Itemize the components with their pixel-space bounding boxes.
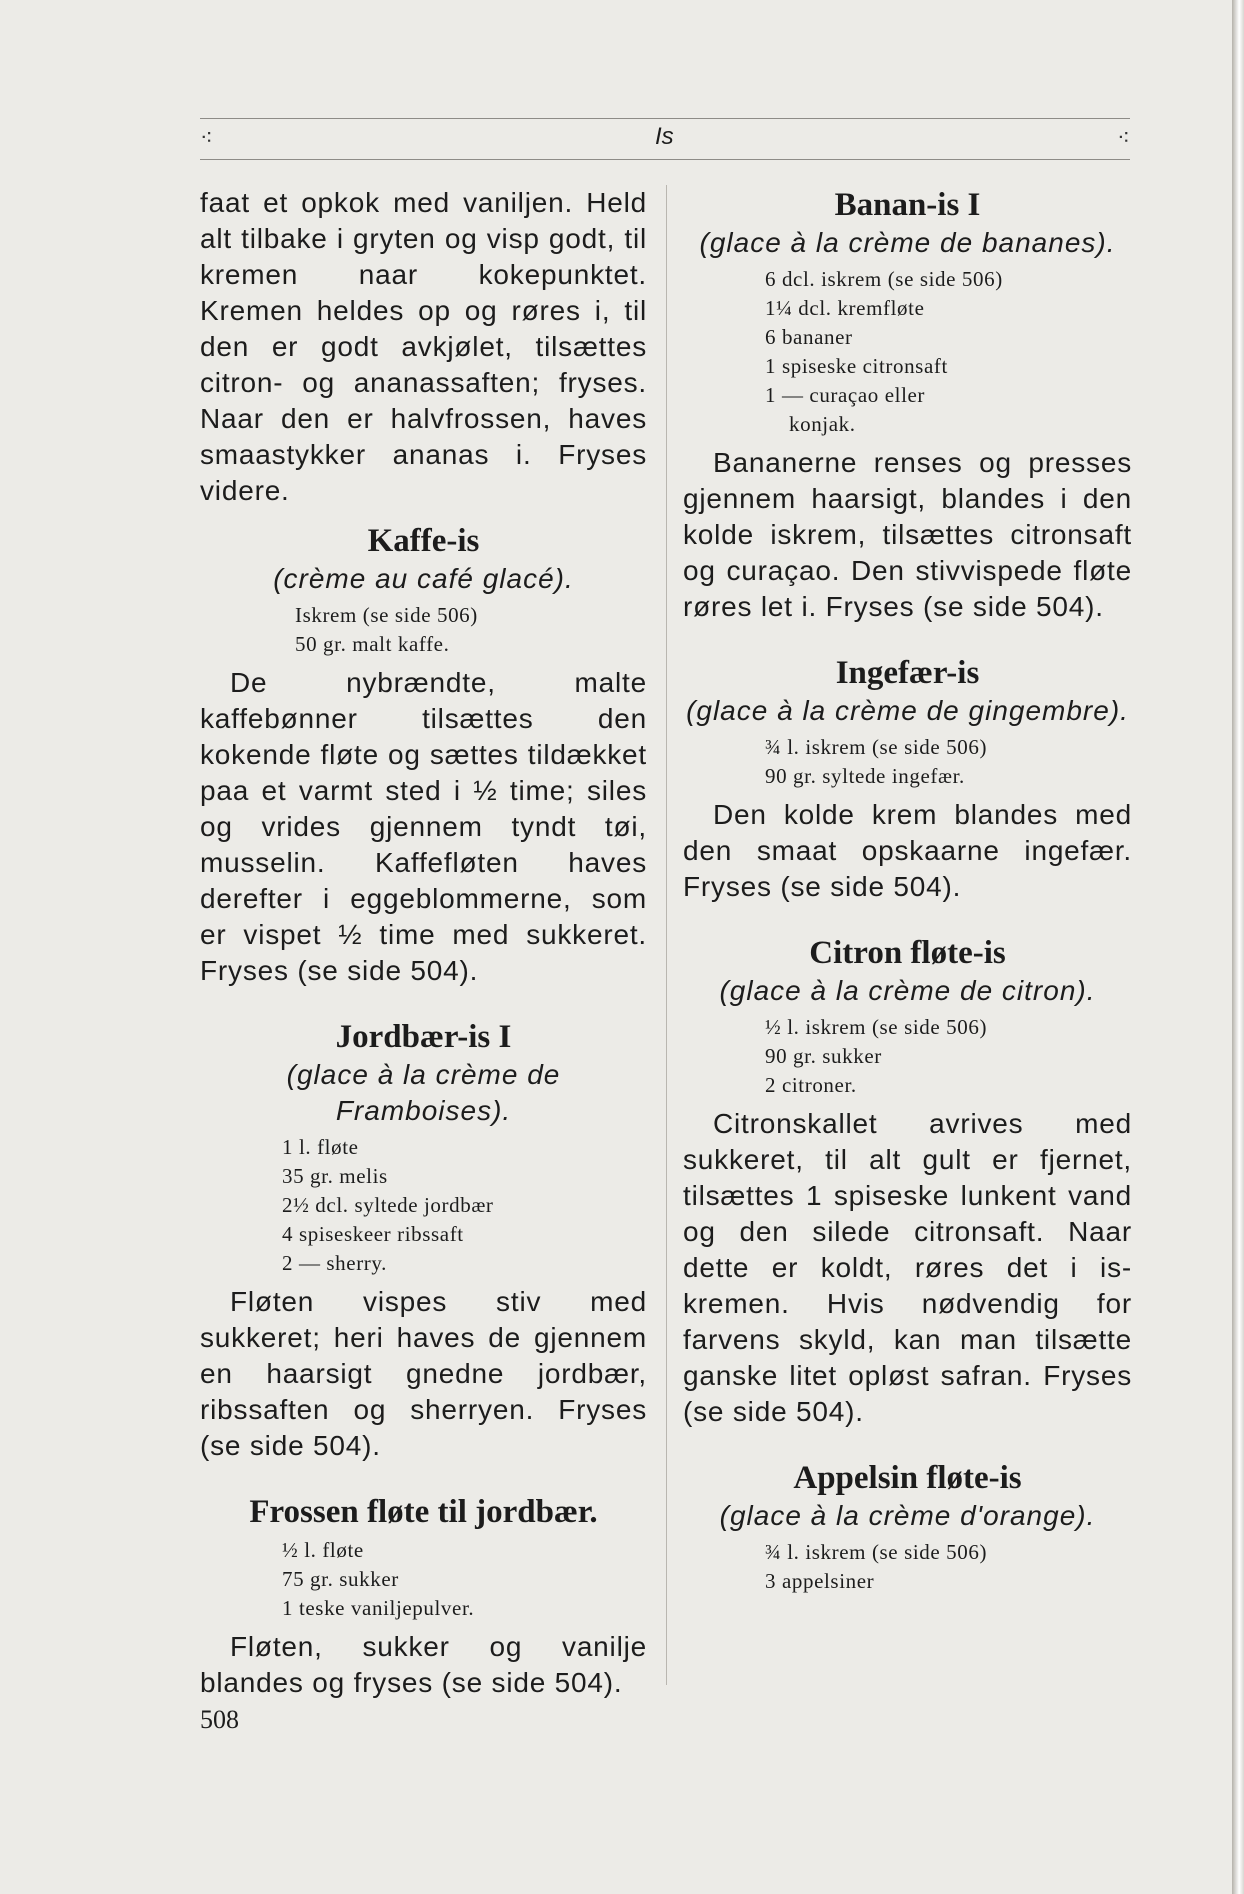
ingredient-item: 50 gr. malt kaffe. xyxy=(295,632,450,656)
left-column xyxy=(200,185,647,1701)
ingredient-item: 90 gr. syltede ingefær. xyxy=(765,764,965,788)
recipe-text-ingefaer: Den kolde krem blandes med den smaat opskaarne ingefær. Fryses (se side 504). xyxy=(683,799,1132,902)
ingredient-item: 1 — curaçao eller xyxy=(765,383,926,407)
ingredient-item: Iskrem (se side 506) xyxy=(295,603,478,627)
ingredients-frossen xyxy=(200,1536,647,1623)
ingredient-item: ¾ l. iskrem (se side 506) xyxy=(765,735,988,759)
ingredient-item: 75 gr. sukker xyxy=(282,1567,399,1591)
ingredient-item: ½ l. iskrem (se side 506) xyxy=(765,1015,988,1039)
ingredient-item: ¾ l. iskrem (se side 506) xyxy=(765,1540,988,1564)
recipe-subtitle-kaffe: (crème au café glacé). xyxy=(273,563,574,594)
ingredient-item: 2 — sherry. xyxy=(282,1251,387,1275)
ornament-right-icon: ⁖ xyxy=(1117,125,1130,150)
ingredients-jordbaer xyxy=(200,1133,647,1278)
recipe-title-jordbaer: Jordbær-is I xyxy=(335,1019,512,1055)
ingredient-item: 1¼ dcl. kremfløte xyxy=(765,296,925,320)
ornament-left-icon: ⁖ xyxy=(200,125,213,150)
recipe-text-citron: Citronskallet avrives med sukkeret, til alt gult er fjernet, tilsættes 1 spiseske lunkent vand og den silede citronsaft. Naar dette er koldt, røres det i is-kremen. Hvis nødvendig for farvens skyld, kan man tilsætte ganske litet opløst safran. Fryses (se side 504). xyxy=(683,1108,1132,1427)
recipe-title-kaffe: Kaffe-is xyxy=(367,523,480,559)
ingredient-item: konjak. xyxy=(789,412,856,436)
recipe-subtitle-appelsin: (glace à la crème d'orange). xyxy=(719,1500,1096,1531)
recipe-text-kaffe: De nybrændte, malte kaffebønner tilsættes den kokende fløte og sættes tildækket paa et varmt sted i ½ time; siles og vrides gjennem tyndt tøi, musselin. Kaffefløten haves derefter i eggeblommerne, som er vispet ½ time med sukkeret. Fryses (se side 504). xyxy=(200,667,647,986)
recipe-text-frossen: Fløten, sukker og vanilje blandes og fryses (se side 504). xyxy=(200,1631,647,1698)
recipe-subtitle-banan: (glace à la crème de bananes). xyxy=(699,227,1116,258)
recipe-text-jordbaer: Fløten vispes stiv med sukkeret; heri haves de gjennem en haarsigt gnedne jordbær, ribssaften og sherryen. Fryses (se side 504). xyxy=(200,1286,647,1461)
ingredient-item: 3 appelsiner xyxy=(765,1569,875,1593)
ingredients-citron xyxy=(683,1013,1132,1100)
running-title: Is xyxy=(655,123,674,150)
ingredient-item: 1 teske vaniljepulver. xyxy=(282,1596,475,1620)
recipe-title-banan: Banan-is I xyxy=(834,187,981,223)
ingredient-item: 1 l. fløte xyxy=(282,1135,359,1159)
ingredient-item: 4 spiseskeer ribssaft xyxy=(282,1222,464,1246)
right-column xyxy=(683,185,1132,1602)
intro-paragraph: faat et opkok med vaniljen. Held alt tilbake i gryten og visp godt, til kremen naar kokepunktet. Kremen heldes op og røres i, til den er godt avkjølet, tilsættes citron- og ananassaften; fryses. Naar den er halvfrossen, haves smaastykker ananas i. Fryses videre. xyxy=(200,187,647,506)
recipe-title-citron: Citron fløte-is xyxy=(809,935,1006,971)
recipe-subtitle-jordbaer: (glace à la crème de Framboises). xyxy=(286,1059,561,1126)
ingredient-item: 90 gr. sukker xyxy=(765,1044,882,1068)
recipe-subtitle-ingefaer: (glace à la crème de gingembre). xyxy=(686,695,1129,726)
ingredient-item: 2 citroner. xyxy=(765,1073,857,1097)
ingredients-appelsin xyxy=(683,1538,1132,1596)
recipe-title-appelsin: Appelsin fløte-is xyxy=(793,1460,1022,1496)
ingredient-item: 2½ dcl. syltede jordbær xyxy=(282,1193,494,1217)
ingredients-ingefaer xyxy=(683,733,1132,791)
ingredients-banan xyxy=(683,265,1132,439)
ingredient-item: 35 gr. melis xyxy=(282,1164,388,1188)
page-number: 508 xyxy=(200,1705,239,1734)
ingredient-item: 1 spiseske citronsaft xyxy=(765,354,948,378)
ingredient-item: 6 bananer xyxy=(765,325,853,349)
ingredients-kaffe xyxy=(200,601,647,659)
recipe-title-ingefaer: Ingefær-is xyxy=(835,655,980,691)
running-header xyxy=(200,118,1130,160)
recipe-subtitle-citron: (glace à la crème de citron). xyxy=(719,975,1096,1006)
column-divider xyxy=(666,185,667,1685)
page-edge xyxy=(1232,0,1244,1894)
recipe-title-frossen: Frossen fløte til jordbær. xyxy=(249,1494,598,1530)
ingredient-item: ½ l. fløte xyxy=(282,1538,364,1562)
ingredient-item: 6 dcl. iskrem (se side 506) xyxy=(765,267,1003,291)
recipe-text-banan: Bananerne renses og presses gjennem haarsigt, blandes i den kolde iskrem, tilsættes citronsaft og curaçao. Den stivvispede fløte røres let i. Fryses (se side 504). xyxy=(683,447,1132,622)
